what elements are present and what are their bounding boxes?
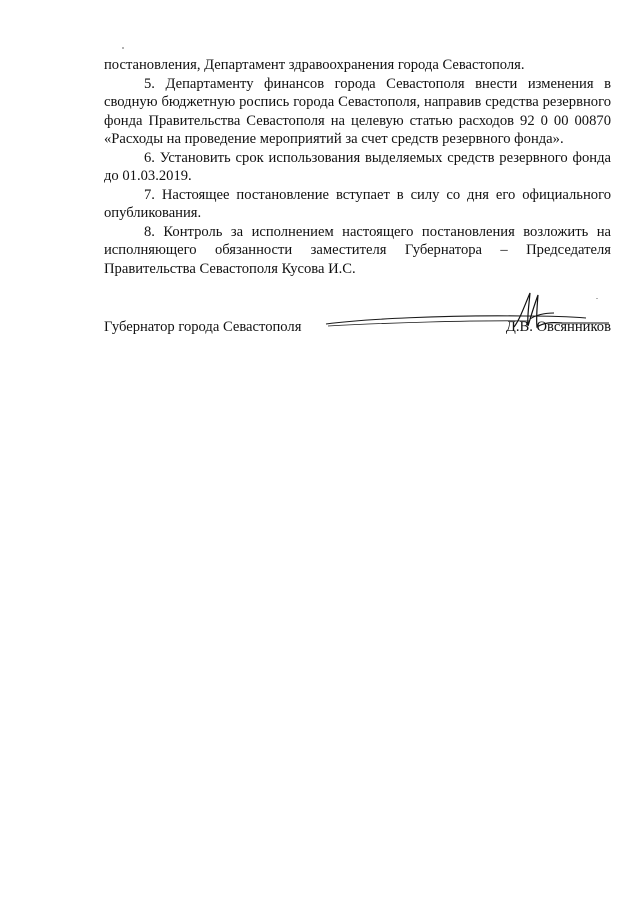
paragraph-item-5: 5. Департаменту финансов города Севастополя внести изменения в сводную бюджетную роспись города Севастополя, направив средства резервного фонда Правительства Севастополя на целевую статью расходов 92 0 00 00870 «Расходы на проведение мероприятий за счет средств резервного фонда».: [104, 75, 611, 147]
paragraph-item-6: 6. Установить срок использования выделяемых средств резервного фонда до 01.03.2019.: [104, 149, 611, 184]
signature-block: [104, 317, 611, 339]
paragraph-item-7: 7. Настоящее постановление вступает в силу со дня его официального опубликования.: [104, 186, 611, 221]
document-body: [104, 56, 611, 278]
paragraph-item-8: 8. Контроль за исполнением настоящего постановления возложить на исполняющего обязанности заместителя Губернатора – Председателя Правительства Севастополя Кусова И.С.: [104, 223, 611, 277]
signatory-name: Д.В. Овсянников: [505, 319, 611, 335]
scan-speck: [122, 47, 124, 49]
signatory-title: Губернатор города Севастополя: [104, 319, 302, 335]
paragraph-continuation: постановления, Департамент здравоохранения города Севастополя.: [104, 57, 525, 73]
